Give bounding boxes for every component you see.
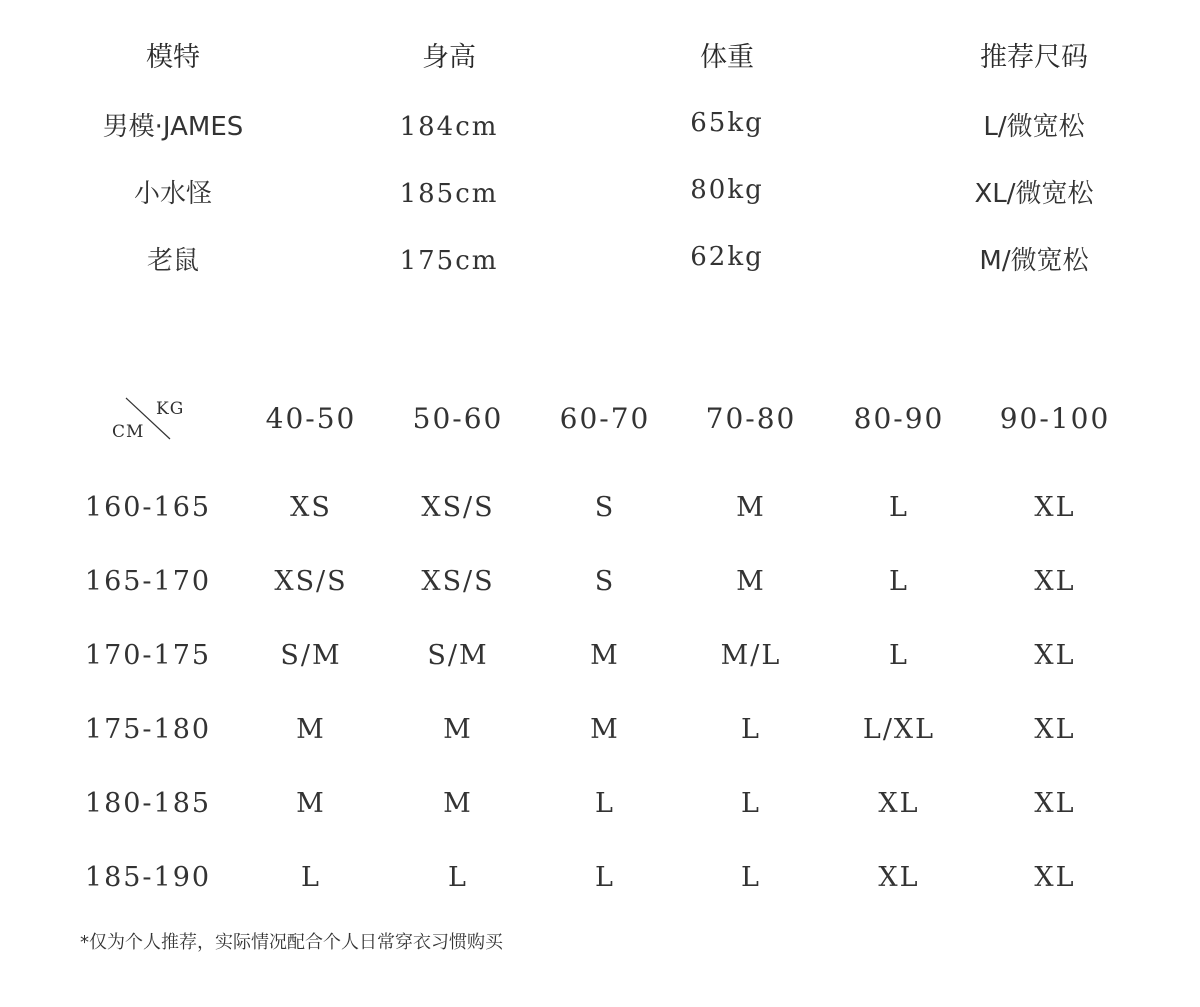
size-cell: XL [1034, 640, 1076, 671]
size-row [0, 486, 1200, 530]
size-cell: XS/S [421, 566, 495, 597]
size-cell: XL [1034, 492, 1076, 523]
size-cell: S [594, 492, 616, 523]
model-name: 小水怪 [133, 179, 212, 209]
weight-header-row [0, 397, 1200, 441]
height-range: 170-175 [84, 640, 212, 671]
model-weight: 80kg [690, 175, 764, 205]
footnote: *仅为个人推荐，实际情况配合个人日常穿衣习惯购买 [80, 932, 503, 953]
size-cell: L [448, 862, 468, 893]
size-cell: XL [878, 788, 920, 819]
size-row [0, 782, 1200, 826]
size-row [0, 634, 1200, 678]
size-cell: L [595, 788, 615, 819]
model-weight: 65kg [690, 108, 764, 138]
model-row [0, 105, 1200, 149]
height-range: 180-185 [84, 788, 212, 819]
size-row [0, 560, 1200, 604]
height-range: 175-180 [84, 714, 212, 745]
size-cell: M [443, 714, 473, 745]
size-row [0, 708, 1200, 752]
size-cell: L [889, 566, 909, 597]
size-cell: M [736, 566, 766, 597]
size-cell: M [590, 714, 620, 745]
model-name: 男模·JAMES [102, 112, 244, 142]
model-row [0, 239, 1200, 283]
size-cell: M/L [720, 640, 782, 671]
size-cell: XL [1034, 714, 1076, 745]
header-weight: 体重 [700, 42, 754, 73]
weight-range: 70-80 [705, 402, 797, 435]
weight-range: 90-100 [999, 402, 1111, 435]
size-cell: XL [1034, 862, 1076, 893]
size-cell: S [594, 566, 616, 597]
size-cell: M [443, 788, 473, 819]
size-cell: XL [1034, 788, 1076, 819]
header-model: 模特 [146, 42, 200, 73]
size-cell: S/M [427, 640, 489, 671]
model-height: 184cm [399, 112, 499, 142]
size-cell: S/M [280, 640, 342, 671]
size-cell: XL [878, 862, 920, 893]
height-unit-label: CM [112, 422, 145, 442]
size-cell: L [741, 788, 761, 819]
size-cell: L [301, 862, 321, 893]
model-height: 175cm [399, 246, 499, 276]
model-size: M/微宽松 [979, 246, 1089, 276]
model-size: XL/微宽松 [974, 179, 1094, 209]
size-cell: L/XL [862, 714, 936, 745]
weight-range: 50-60 [412, 402, 504, 435]
size-cell: M [296, 788, 326, 819]
size-cell: M [296, 714, 326, 745]
model-row [0, 172, 1200, 216]
header-height: 身高 [422, 42, 476, 73]
model-name: 老鼠 [146, 246, 199, 276]
height-range: 160-165 [84, 492, 212, 523]
size-cell: XS/S [421, 492, 495, 523]
model-weight: 62kg [690, 242, 764, 272]
size-cell: L [889, 492, 909, 523]
size-cell: XL [1034, 566, 1076, 597]
weight-unit-label: KG [156, 399, 185, 419]
size-cell: L [889, 640, 909, 671]
weight-range: 60-70 [559, 402, 651, 435]
size-cell: L [741, 862, 761, 893]
model-size: L/微宽松 [983, 112, 1085, 142]
header-size: 推荐尺码 [980, 42, 1088, 73]
weight-range: 40-50 [265, 402, 357, 435]
height-range: 165-170 [84, 566, 212, 597]
size-row [0, 856, 1200, 900]
model-table-header [0, 36, 1200, 80]
size-cell: M [736, 492, 766, 523]
size-cell: M [590, 640, 620, 671]
size-cell: XS [290, 492, 332, 523]
size-cell: L [741, 714, 761, 745]
size-cell: L [595, 862, 615, 893]
model-height: 185cm [399, 179, 499, 209]
size-cell: XS/S [274, 566, 348, 597]
height-range: 185-190 [84, 862, 212, 893]
weight-range: 80-90 [853, 402, 945, 435]
